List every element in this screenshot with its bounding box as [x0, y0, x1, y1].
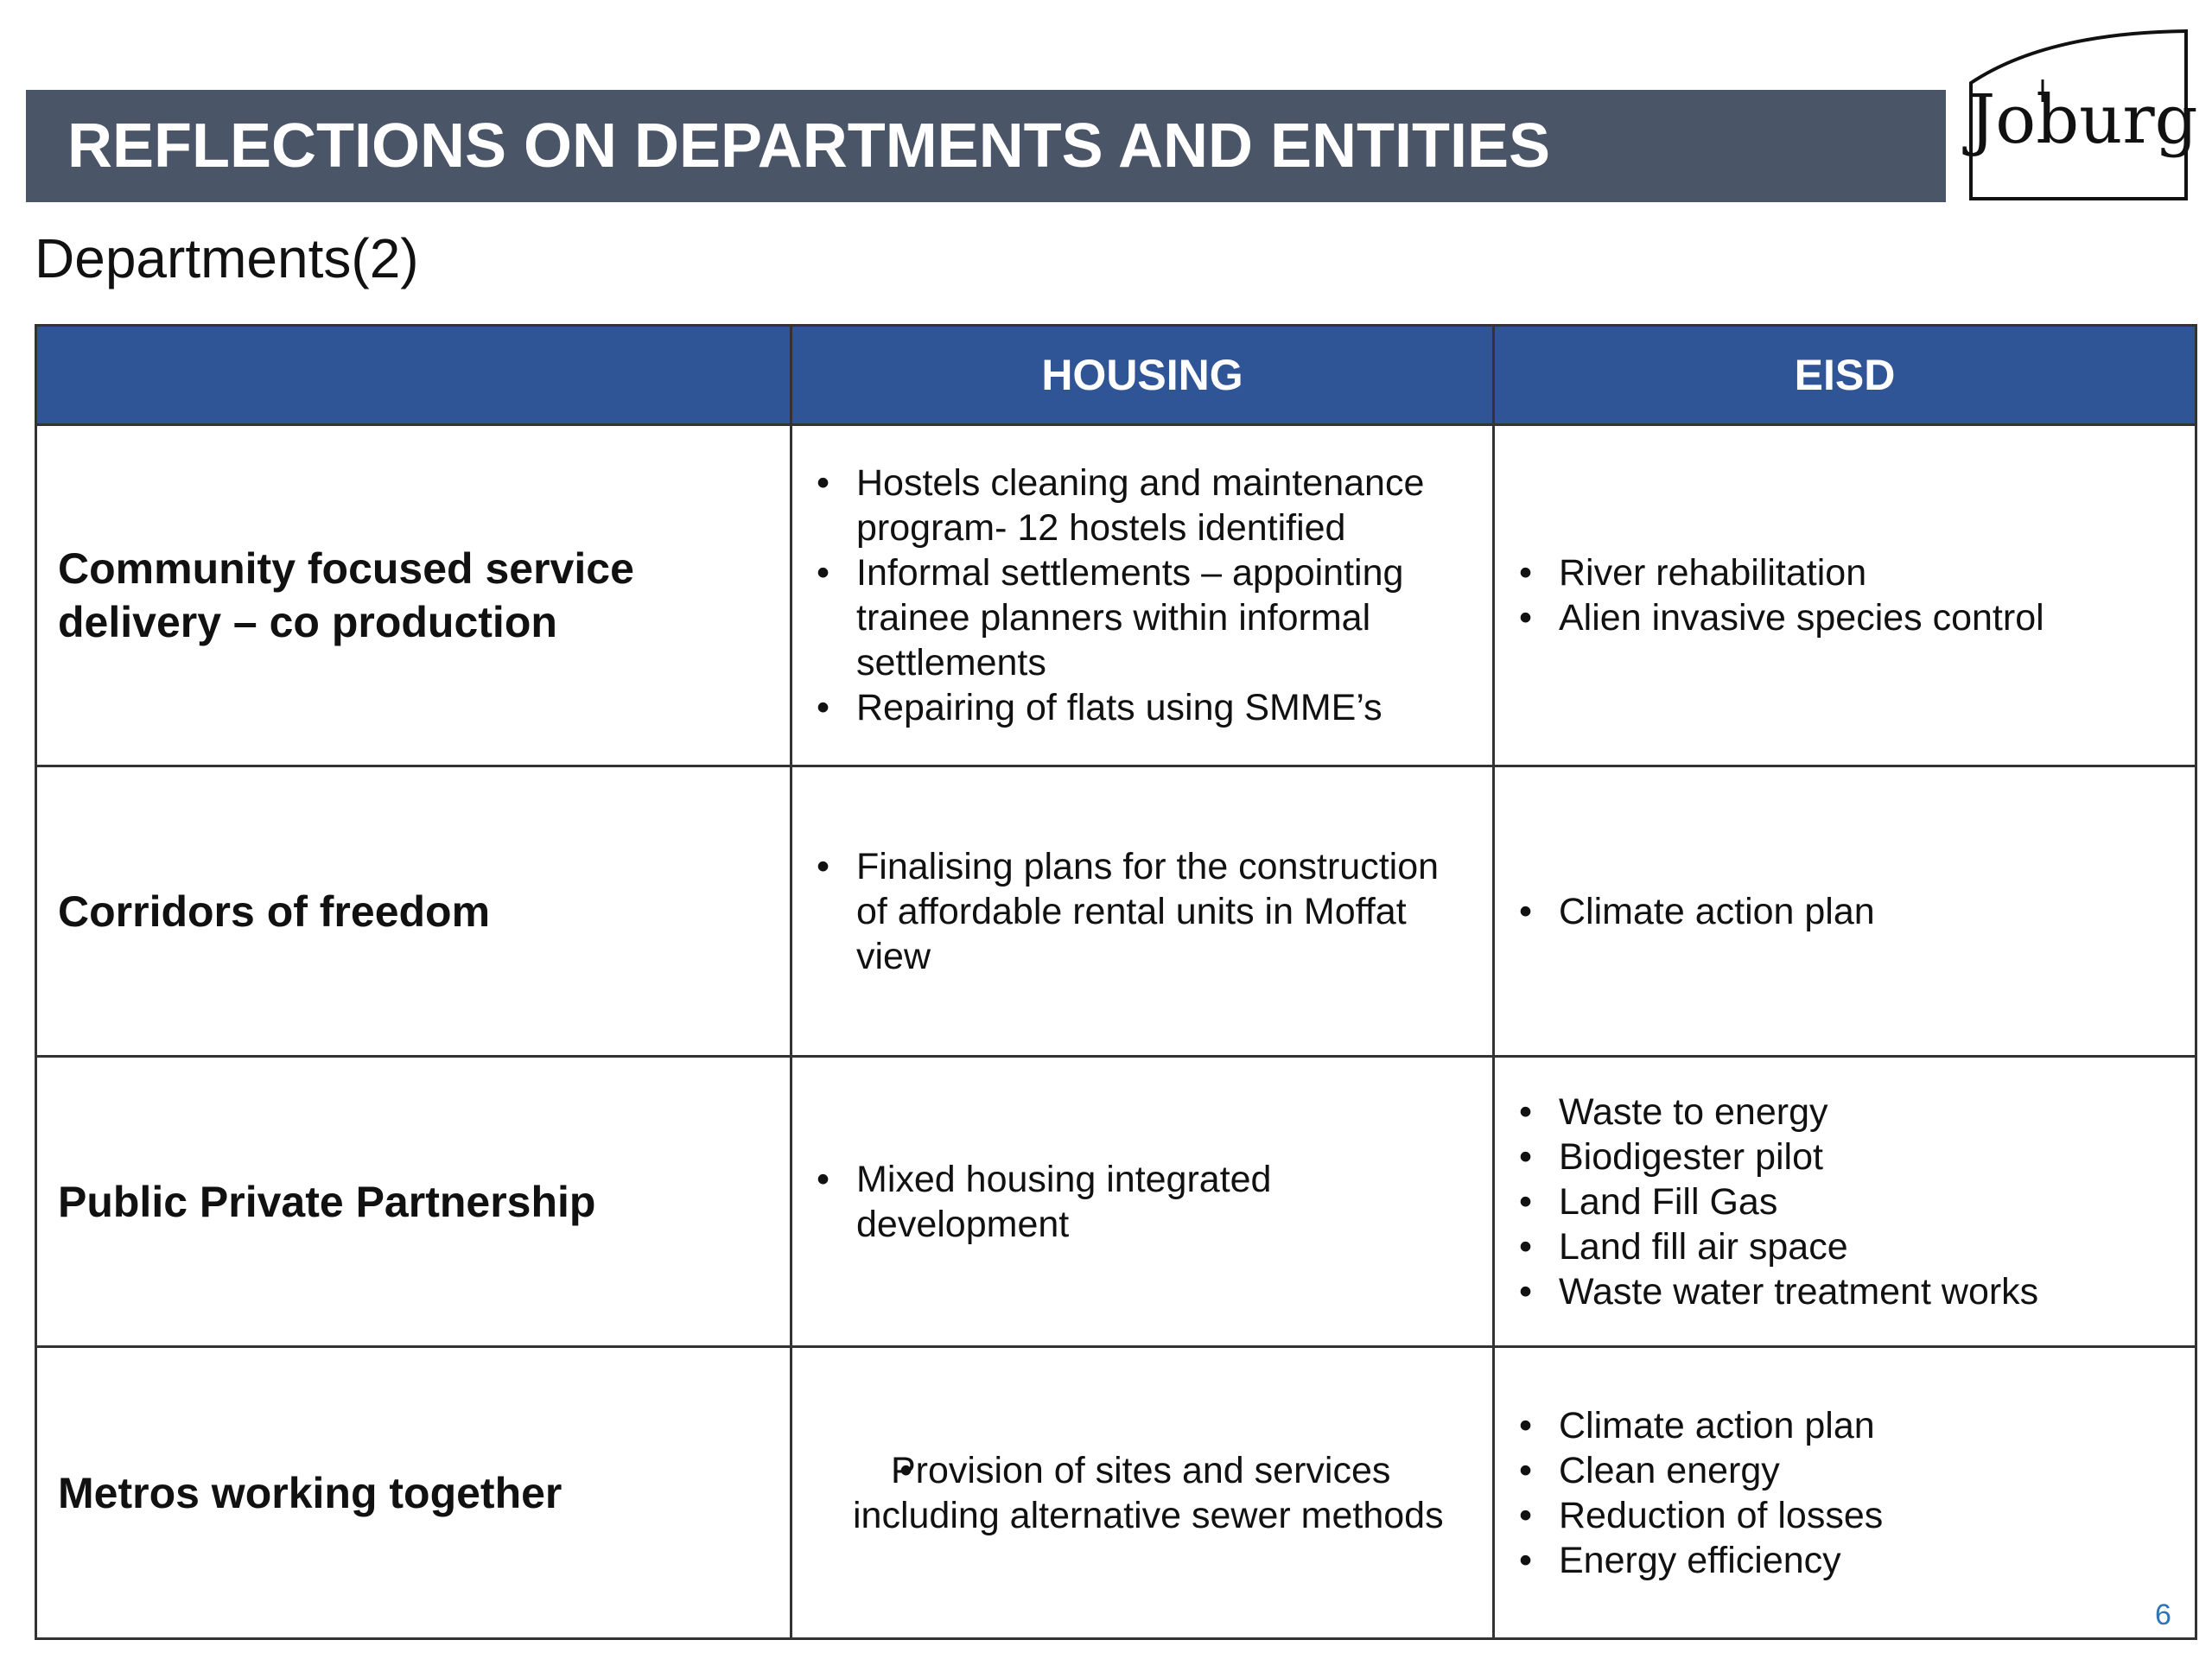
row-label: Metros working together [36, 1347, 791, 1639]
row-label: Corridors of freedom [36, 766, 791, 1057]
row-label: Community focused service delivery – co production [36, 425, 791, 766]
list-item: • Repairing of flats using SMME’s [810, 685, 1475, 730]
list-item: • Informal settlements – appointing trainee planners within informal settlements [810, 550, 1475, 685]
page-title: REFLECTIONS ON DEPARTMENTS AND ENTITIES [67, 111, 1551, 181]
header-corner-cell [36, 326, 791, 425]
joburg-logo [1968, 26, 2198, 200]
list-item: • Energy efficiency [1512, 1538, 2177, 1583]
list-item: • Land Fill Gas [1512, 1179, 2177, 1224]
header-housing: HOUSING [791, 326, 1494, 425]
list-item: • Climate action plan [1512, 1403, 2177, 1448]
housing-cell [791, 425, 1494, 766]
table-row [36, 425, 2196, 766]
list-item: • Alien invasive species control [1512, 595, 2177, 640]
section-subtitle: Departments(2) [35, 227, 419, 289]
housing-cell [791, 766, 1494, 1057]
table-header-row [36, 326, 2196, 425]
bullet-list [1495, 550, 2195, 640]
list-item: • Clean energy [1512, 1448, 2177, 1493]
page-number: 6 [2155, 1599, 2171, 1631]
bullet-list [792, 461, 1492, 730]
bullet-list [1495, 1403, 2195, 1583]
row-label: Public Private Partnership [36, 1057, 791, 1347]
table-row [36, 766, 2196, 1057]
housing-cell [791, 1347, 1494, 1639]
bullet-list [1495, 889, 2195, 934]
list-item: • Hostels cleaning and maintenance program- 12 hostels identified [810, 461, 1475, 550]
list-item: • Provision of sites and services including alternative sewer methods [853, 1448, 1475, 1538]
bullet-list [792, 844, 1492, 979]
housing-cell [791, 1057, 1494, 1347]
list-item: • Climate action plan [1512, 889, 2177, 934]
eisd-cell [1494, 1347, 2196, 1639]
header-eisd: EISD [1494, 326, 2196, 425]
list-item: • Biodigester pilot [1512, 1135, 2177, 1179]
list-item: • Mixed housing integrated development [810, 1157, 1475, 1247]
title-bar [26, 90, 1946, 202]
departments-table [35, 324, 2197, 1640]
eisd-cell [1494, 425, 2196, 766]
list-item: • Waste water treatment works [1512, 1269, 2177, 1314]
list-item: • Finalising plans for the construction of affordable rental units in Moffat view [810, 844, 1475, 979]
list-item: • Waste to energy [1512, 1090, 2177, 1135]
bullet-list [792, 1448, 1492, 1538]
table-row [36, 1057, 2196, 1347]
list-item: • Land fill air space [1512, 1224, 2177, 1269]
list-item: • River rehabilitation [1512, 550, 2177, 595]
eisd-cell [1494, 766, 2196, 1057]
bullet-list [792, 1157, 1492, 1247]
table-row [36, 1347, 2196, 1639]
bullet-list [1495, 1090, 2195, 1314]
eisd-cell [1494, 1057, 2196, 1347]
logo-text: Joburg [1968, 81, 2198, 159]
list-item: • Reduction of losses [1512, 1493, 2177, 1538]
